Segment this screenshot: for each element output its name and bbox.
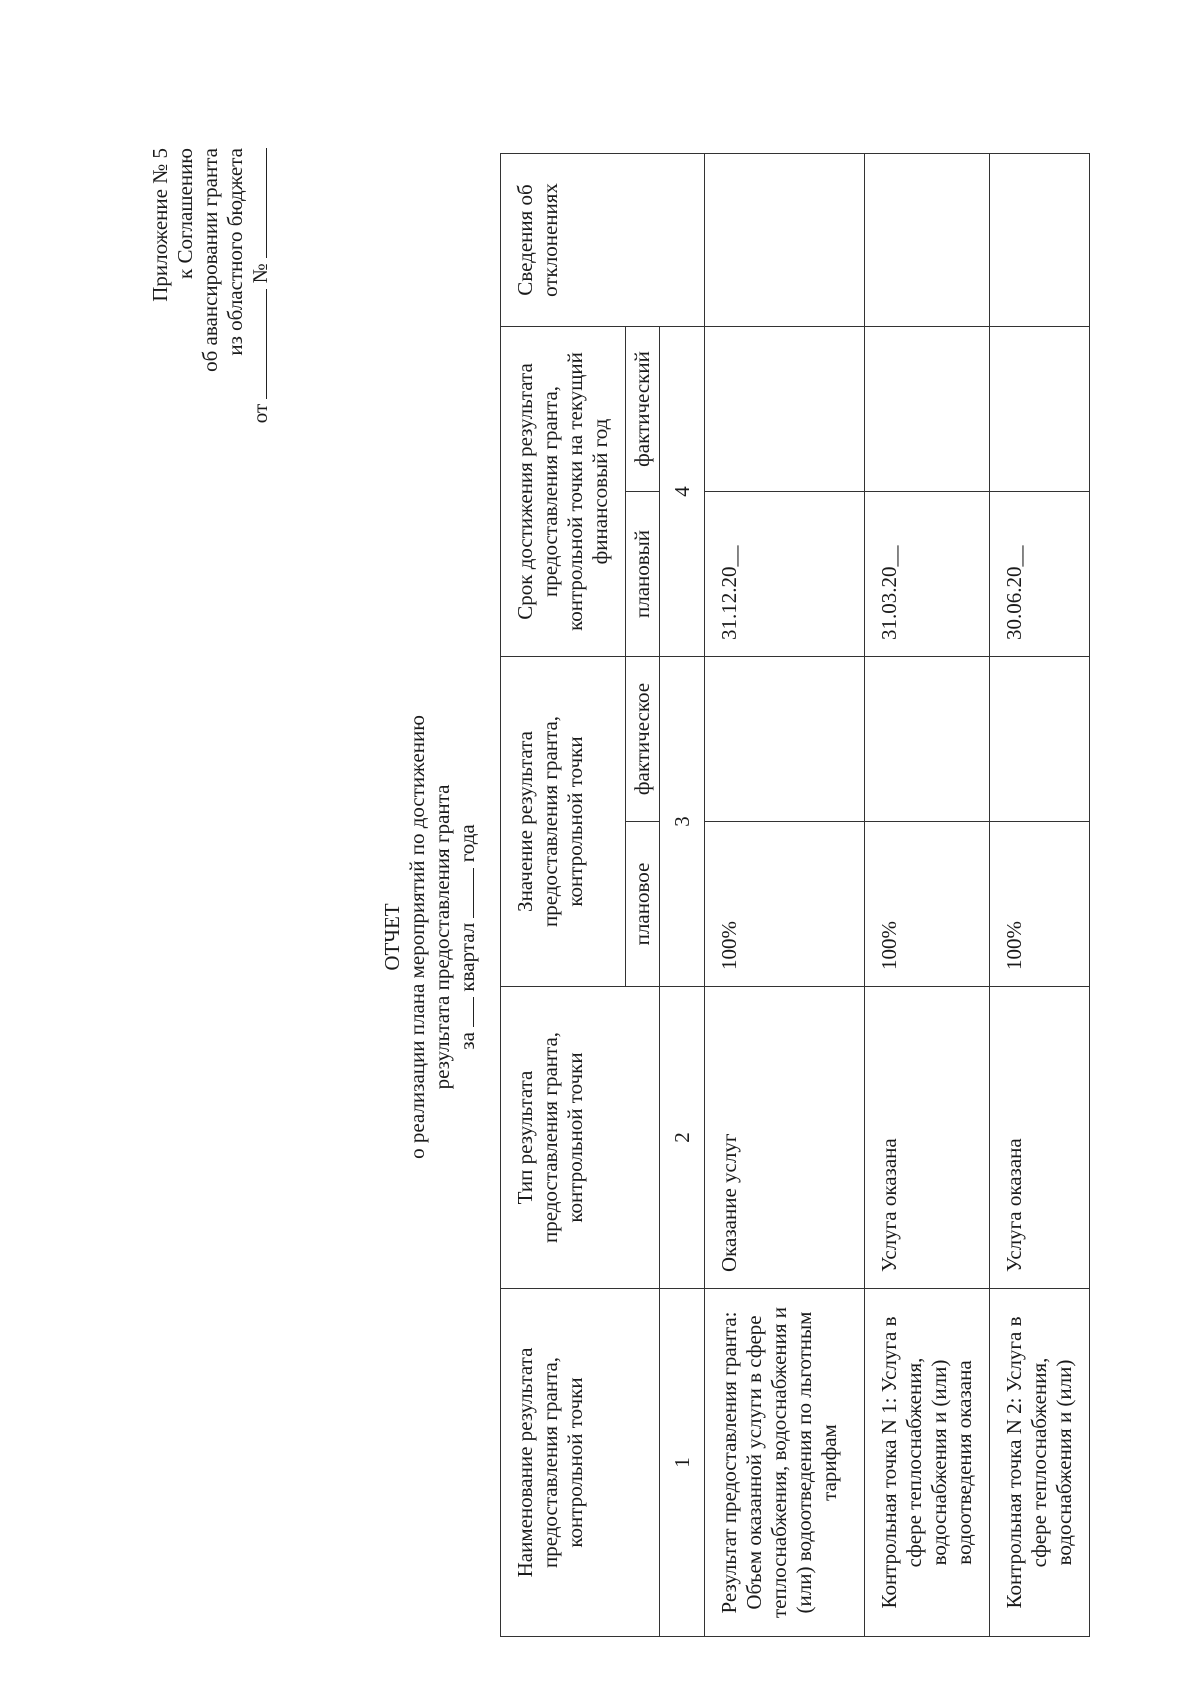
report-subtitle-1: о реализации плана мероприятий по достижению [405, 715, 429, 1159]
header-deadline: Срок достижения результата предоставления гранта, контрольной точки на текущий финансовый год [501, 326, 626, 656]
year-label: года [455, 824, 479, 863]
table-row [990, 153, 1090, 1636]
row-value-planned: 100% [865, 822, 990, 987]
number-blank [248, 148, 267, 258]
row-deadline-planned: 30.06.20__ [990, 491, 1090, 656]
from-label: от [248, 403, 272, 424]
header-deviations: Сведения об отклонениях [501, 153, 705, 326]
row-name: Результат предоставления гранта: Объем оказанной услуги в сфере теплоснабжения, водоснабжения и (или) водоотведения по льготным тарифам [705, 1289, 865, 1637]
report-title: ОТЧЕТ [380, 903, 404, 971]
subheader-deadline-actual: фактический [626, 326, 660, 491]
header-type: Тип результата предоставления гранта, контрольной точки [501, 987, 660, 1289]
column-number-row [660, 153, 705, 1636]
row-deadline-actual [865, 326, 990, 491]
row-value-actual [990, 656, 1090, 821]
appendix-agreement: к Соглашению [173, 148, 197, 279]
appendix-block [148, 148, 273, 508]
report-table [500, 153, 1090, 1637]
table-row [705, 153, 865, 1636]
row-value-actual [865, 656, 990, 821]
column-number: 3 [660, 656, 705, 986]
column-number: 1 [660, 1289, 705, 1637]
row-deviations [705, 153, 865, 326]
appendix-subject: об авансировании гранта [198, 148, 222, 372]
row-name: Контрольная точка N 2: Услуга в сфере теплоснабжения, водоснабжения и (или) [990, 1289, 1090, 1637]
header-name: Наименование результата предоставления гранта, контрольной точки [501, 1289, 660, 1637]
appendix-budget: из областного бюджета [223, 148, 247, 356]
row-deadline-actual [990, 326, 1090, 491]
table-row [865, 153, 990, 1636]
row-deadline-actual [705, 326, 865, 491]
subheader-deadline-planned: плановый [626, 491, 660, 656]
row-type: Услуга оказана [990, 987, 1090, 1289]
row-type: Услуга оказана [865, 987, 990, 1289]
row-value-planned: 100% [705, 822, 865, 987]
subheader-value-planned: плановое [626, 822, 660, 987]
row-deviations [865, 153, 990, 326]
row-deadline-planned: 31.12.20__ [705, 491, 865, 656]
report-subtitle-2: результата предоставления гранта [430, 784, 454, 1090]
subheader-value-actual: фактическое [626, 656, 660, 821]
row-name: Контрольная точка N 1: Услуга в сфере теплоснабжения, водоснабжения и (или) водоотведения оказана [865, 1289, 990, 1637]
number-label: № [248, 263, 272, 284]
date-blank [248, 289, 267, 399]
report-period-line [455, 537, 480, 1337]
quarter-blank [455, 997, 474, 1027]
quarter-label: квартал [455, 922, 479, 992]
row-value-planned: 100% [990, 822, 1090, 987]
year-blank [455, 868, 474, 918]
row-deviations [990, 153, 1090, 326]
column-number: 4 [660, 326, 705, 656]
row-deadline-planned: 31.03.20__ [865, 491, 990, 656]
row-value-actual [705, 656, 865, 821]
column-number: 2 [660, 987, 705, 1289]
appendix-date-number-line [248, 148, 273, 508]
header-value: Значение результата предоставления гранта, контрольной точки [501, 656, 626, 986]
for-label: за [455, 1032, 479, 1050]
report-title-block [380, 537, 480, 1337]
appendix-number: Приложение № 5 [148, 148, 172, 302]
table-header-row [501, 153, 626, 1636]
row-type: Оказание услуг [705, 987, 865, 1289]
